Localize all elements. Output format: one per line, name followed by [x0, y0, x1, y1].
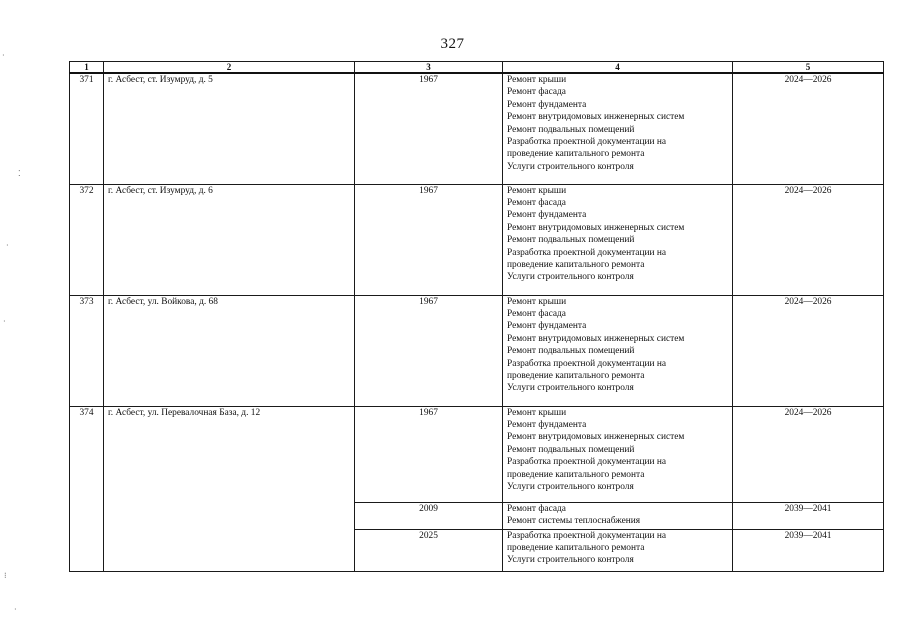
repair-work-item: Разработка проектной документации на	[507, 457, 667, 468]
repair-work-item: Ремонт внутридомовых инженерных систем	[507, 222, 685, 233]
scan-speck: ·	[2, 51, 5, 60]
repair-work-item: Услуги строительного контроля	[507, 272, 634, 283]
row-number: 371	[70, 73, 104, 184]
repair-period: 2024—2026	[733, 184, 884, 295]
build-year: 2025	[355, 529, 503, 571]
repair-work-item: Ремонт фундамента	[507, 321, 587, 332]
table-row	[70, 184, 884, 295]
column-header-3: 3	[355, 62, 503, 74]
repair-period: 2024—2026	[733, 295, 884, 406]
repair-work-item: проведение капитального ремонта	[507, 469, 645, 480]
repair-work-item: Ремонт фасада	[507, 308, 566, 319]
repair-work-item: Ремонт фасада	[507, 87, 566, 98]
repair-work-item: Ремонт подвальных помещений	[507, 235, 635, 246]
scan-speck: ·	[14, 605, 17, 614]
repair-works-list	[503, 529, 733, 571]
scan-speck: ⁝	[4, 571, 7, 580]
repair-work-item: Ремонт подвальных помещений	[507, 346, 635, 357]
build-year: 1967	[355, 184, 503, 295]
repair-work-item: Услуги строительного контроля	[507, 555, 634, 566]
repair-work-item: проведение капитального ремонта	[507, 259, 645, 270]
repair-work-item: Ремонт внутридомовых инженерных систем	[507, 333, 685, 344]
repair-work-item: Услуги строительного контроля	[507, 481, 634, 492]
repair-work-item: Ремонт внутридомовых инженерных систем	[507, 432, 685, 443]
repair-works-list	[503, 406, 733, 502]
building-address: г. Асбест, ул. Перевалочная База, д. 12	[104, 406, 355, 571]
repair-work-item: проведение капитального ремонта	[507, 370, 645, 381]
repair-work-item: Разработка проектной документации на	[507, 247, 667, 258]
repair-work-item: Ремонт фундамента	[507, 419, 587, 430]
column-number-row	[70, 62, 884, 74]
column-header-4: 4	[503, 62, 733, 74]
repair-work-item: Ремонт внутридомовых инженерных систем	[507, 112, 685, 123]
repair-work-item: Услуги строительного контроля	[507, 161, 634, 172]
row-number: 373	[70, 295, 104, 406]
repair-period: 2024—2026	[733, 73, 884, 184]
repair-period: 2039—2041	[733, 502, 884, 529]
repair-work-item: проведение капитального ремонта	[507, 149, 645, 160]
repair-work-item: Ремонт фасада	[507, 503, 566, 514]
table-row	[70, 295, 884, 406]
scan-speck: ·	[3, 317, 6, 326]
table-row	[70, 406, 884, 502]
build-year: 1967	[355, 295, 503, 406]
capital-repair-table	[69, 61, 884, 572]
repair-works-list	[503, 184, 733, 295]
repair-work-item: Ремонт подвальных помещений	[507, 444, 635, 455]
building-address: г. Асбест, ст. Изумруд, д. 5	[104, 73, 355, 184]
scan-speck: ⁚	[18, 169, 21, 178]
repair-work-item: Ремонт крыши	[507, 75, 567, 85]
column-header-5: 5	[733, 62, 884, 74]
build-year: 1967	[355, 73, 503, 184]
column-header-2: 2	[104, 62, 355, 74]
repair-works-list	[503, 73, 733, 184]
repair-period: 2024—2026	[733, 406, 884, 502]
building-address: г. Асбест, ст. Изумруд, д. 6	[104, 184, 355, 295]
repair-works-list	[503, 502, 733, 529]
build-year: 1967	[355, 406, 503, 502]
repair-work-item: Ремонт крыши	[507, 185, 567, 196]
repair-works-list	[503, 295, 733, 406]
repair-work-item: проведение капитального ремонта	[507, 542, 645, 553]
building-address: г. Асбест, ул. Войкова, д. 68	[104, 295, 355, 406]
table-row	[70, 73, 884, 184]
scan-speck: ·	[6, 241, 9, 250]
repair-work-item: Ремонт крыши	[507, 407, 567, 418]
repair-work-item: Разработка проектной документации на	[507, 137, 667, 148]
repair-work-item: Разработка проектной документации на	[507, 358, 667, 369]
repair-work-item: Разработка проектной документации на	[507, 530, 667, 541]
repair-work-item: Ремонт фасада	[507, 197, 566, 208]
build-year: 2009	[355, 502, 503, 529]
repair-work-item: Ремонт фундамента	[507, 99, 587, 110]
repair-work-item: Ремонт крыши	[507, 296, 567, 307]
repair-work-item: Ремонт подвальных помещений	[507, 124, 635, 135]
repair-work-item: Ремонт системы теплоснабжения	[507, 515, 641, 526]
repair-work-item: Ремонт фундамента	[507, 210, 587, 221]
row-number: 372	[70, 184, 104, 295]
column-header-1: 1	[70, 62, 104, 74]
repair-period: 2039—2041	[733, 529, 884, 571]
page-number: 327	[440, 36, 465, 52]
repair-work-item: Услуги строительного контроля	[507, 383, 634, 394]
row-number: 374	[70, 406, 104, 571]
